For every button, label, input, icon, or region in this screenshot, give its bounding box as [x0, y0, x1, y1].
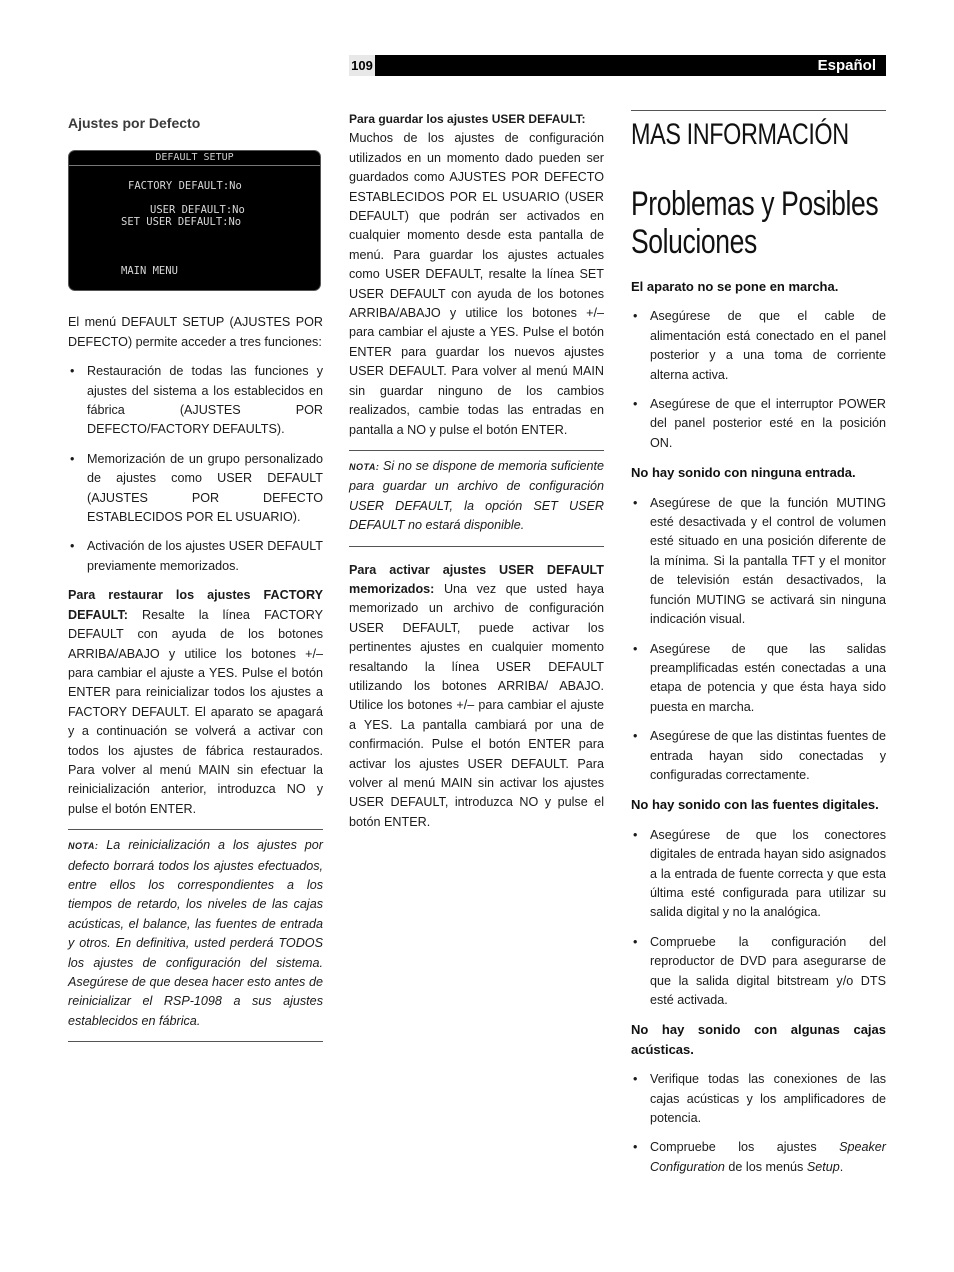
- divider: [349, 450, 604, 451]
- activate-lead: Para activar ajustes USER DEFAULT memorizados:: [349, 562, 604, 596]
- save-lead-paragraph: [349, 110, 604, 129]
- intro-paragraph: El menú DEFAULT SETUP (AJUSTES POR DEFECTO) permite acceder a tres funciones:: [68, 315, 323, 349]
- note-label: NOTA:: [349, 461, 380, 472]
- list-item: • Asegúrese de que las distintas fuentes de entrada hayan sido conectadas y configuradas correctamente.: [631, 727, 886, 785]
- note-label: NOTA:: [68, 841, 99, 852]
- text-fragment: Speaker Configuration: [650, 1140, 886, 1174]
- text-fragment: .: [839, 1159, 844, 1174]
- list-item: • Asegúrese de que la función MUTING esté desactivada y el control de volumen esté situado en una posición diferente de la mínima. Si la pantalla TFT y el monitor de televisión están desactivados, la función MUTING se activará sin ninguna indicación visual.: [631, 494, 886, 630]
- text-fragment: de los menús: [724, 1159, 807, 1174]
- list-item: • Asegúrese de que las salidas preamplificadas estén conectadas a una etapa de potencia y que ésta haya sido puesta en marcha.: [631, 640, 886, 718]
- activate-paragraph: [349, 561, 604, 833]
- restore-text: Resalte la línea FACTORY DEFAULT con ayuda de los botones ARRIBA/ABAJO y utilice los botones +/– para cambiar el ajuste a YES. Pulse el botón ENTER para reinicializar todos los ajustes a FACTORY DEFAULT. El aparato se apagará y a continuación se volverá a activar con todos los ajustes de fábrica restaurados. Para volver al menú MAIN sin efectuar la reinicialización anterior, introduzca NO y pulse el botón ENTER.: [68, 607, 323, 816]
- issue-list: [631, 307, 886, 453]
- screen-title: DEFAULT SETUP: [69, 151, 320, 166]
- save-lead: Para guardar los ajustes USER DEFAULT:: [349, 112, 586, 126]
- column-right: [631, 110, 886, 1187]
- activate-text: Una vez que usted haya memorizado un archivo de configuración USER DEFAULT, puede activar los pertinentes ajustes en cualquier momento resaltando la línea USER DEFAULT utilizando los botones ARRIBA/ ABAJO. Utilice los botones +/– para cambiar el ajuste a YES. La pantalla cambiará por una de confirmación. Pulse el botón ENTER para activar los ajustes USER DEFAULT. Para volver al menú MAIN sin activar los ajustes USER DEFAULT, introduzca NO y pulse el botón ENTER.: [349, 581, 604, 829]
- text-fragment: Setup: [806, 1159, 840, 1174]
- list-item: • Activación de los ajustes USER DEFAULT previamente memorizados.: [68, 537, 323, 576]
- list-item: • Compruebe la configuración del reproductor de DVD para asegurarse de que la salida digital bitstream y/o DTS esté activada.: [631, 933, 886, 1011]
- note-paragraph: [349, 457, 604, 536]
- screen-line-set-user-default: SET USER DEFAULT:No: [121, 216, 242, 229]
- list-item: [631, 1138, 886, 1177]
- divider: [631, 110, 886, 111]
- issue-list: [631, 494, 886, 786]
- screen-line-main-menu: MAIN MENU: [121, 265, 178, 278]
- list-item: • Memorización de un grupo personalizado de ajustes como USER DEFAULT (AJUSTES POR DEFECTO ESTABLECIDOS POR EL USUARIO).: [68, 450, 323, 528]
- section-heading: Ajustes por Defecto: [68, 115, 201, 131]
- screen-line-user-default: USER DEFAULT:No: [150, 204, 245, 217]
- issue-heading: El aparato no se pone en marcha.: [631, 279, 839, 294]
- note-text: La reinicialización a los ajustes por defecto borrará todos los ajustes efectuados, entre ellos los correspondientes a los tiempos de retardo, los niveles de las cajas acústicas, el balance, las fuentes de entrada y otros. En definitiva, usted perderá TODOS los ajustes de configuración del sistema. Asegúrese de que desea hacer esto antes de reinicializar el RSP-1098 a sus ajustes establecidos en fábrica.: [68, 838, 323, 1028]
- default-setup-screen: [68, 150, 321, 291]
- list-item: • Restauración de todas las funciones y ajustes del sistema a los establecidos en fábrica (AJUSTES POR DEFECTO/FACTORY DEFAULTS).: [68, 362, 323, 440]
- function-list: [68, 362, 323, 576]
- issue-heading: No hay sonido con ninguna entrada.: [631, 465, 856, 481]
- save-paragraph: Muchos de los ajustes de configuración utilizados en un momento dado pueden ser guardados como AJUSTES POR DEFECTO ESTABLECIDOS POR EL USUARIO (USER DEFAULT) que podrán ser activados en cualquier momento desde esta pantalla de menú. Para guardar los ajustes actuales como USER DEFAULT, resalte la línea SET USER DEFAULT con ayuda de los botones ARRIBA/ABAJO y utilice los botones +/– para cambiar el ajuste a YES. Pulse el botón ENTER para guardar los nuevos ajustes USER DEFAULT. Para volver al menú MAIN sin guardar ninguno de los cambios realizados, cambie todas las entradas en pantalla a NO y pulse el botón ENTER.: [349, 131, 604, 437]
- restore-paragraph: [68, 586, 323, 819]
- screen-line-factory-default: FACTORY DEFAULT:No: [128, 180, 242, 193]
- page-header-bar: [349, 55, 886, 76]
- issue-heading: No hay sonido con las fuentes digitales.: [631, 797, 879, 813]
- page-number: 109: [349, 55, 375, 76]
- divider: [68, 1041, 323, 1042]
- restore-lead: Para restaurar los ajustes FACTORY DEFAULT:: [68, 588, 323, 622]
- column-middle: [349, 110, 604, 842]
- language-label: Español: [817, 57, 876, 74]
- list-item: • Asegúrese de que los conectores digitales de entrada hayan sido asignados a la entrada de fuente correcta y que esta última esté configurada para utilizar su salida digital y no la analógica.: [631, 826, 886, 923]
- section-title-troubleshooting: Problemas y Posibles Soluciones: [631, 185, 879, 261]
- column-left: [68, 110, 323, 1048]
- note-text: Si no se dispone de memoria suficiente para guardar un archivo de configuración USER DEFAULT, la opción SET USER DEFAULT no estará disponible.: [349, 458, 604, 533]
- section-title-mas-informacion: MAS INFORMACIÓN: [631, 118, 849, 151]
- issue-list: [631, 1070, 886, 1177]
- list-item: • Asegúrese de que el interruptor POWER del panel posterior esté en la posición ON.: [631, 395, 886, 453]
- list-item: • Asegúrese de que el cable de alimentación está conectado en el panel posterior y a una toma de corriente alterna activa.: [631, 307, 886, 385]
- divider: [349, 546, 604, 547]
- issue-heading: No hay sonido con algunas cajas acústicas.: [631, 1022, 886, 1057]
- divider: [68, 829, 323, 830]
- list-item: • Verifique todas las conexiones de las cajas acústicas y los amplificadores de potencia.: [631, 1070, 886, 1128]
- text-fragment: Compruebe los ajustes: [650, 1140, 840, 1155]
- issue-list: [631, 826, 886, 1011]
- note-paragraph: [68, 836, 323, 1031]
